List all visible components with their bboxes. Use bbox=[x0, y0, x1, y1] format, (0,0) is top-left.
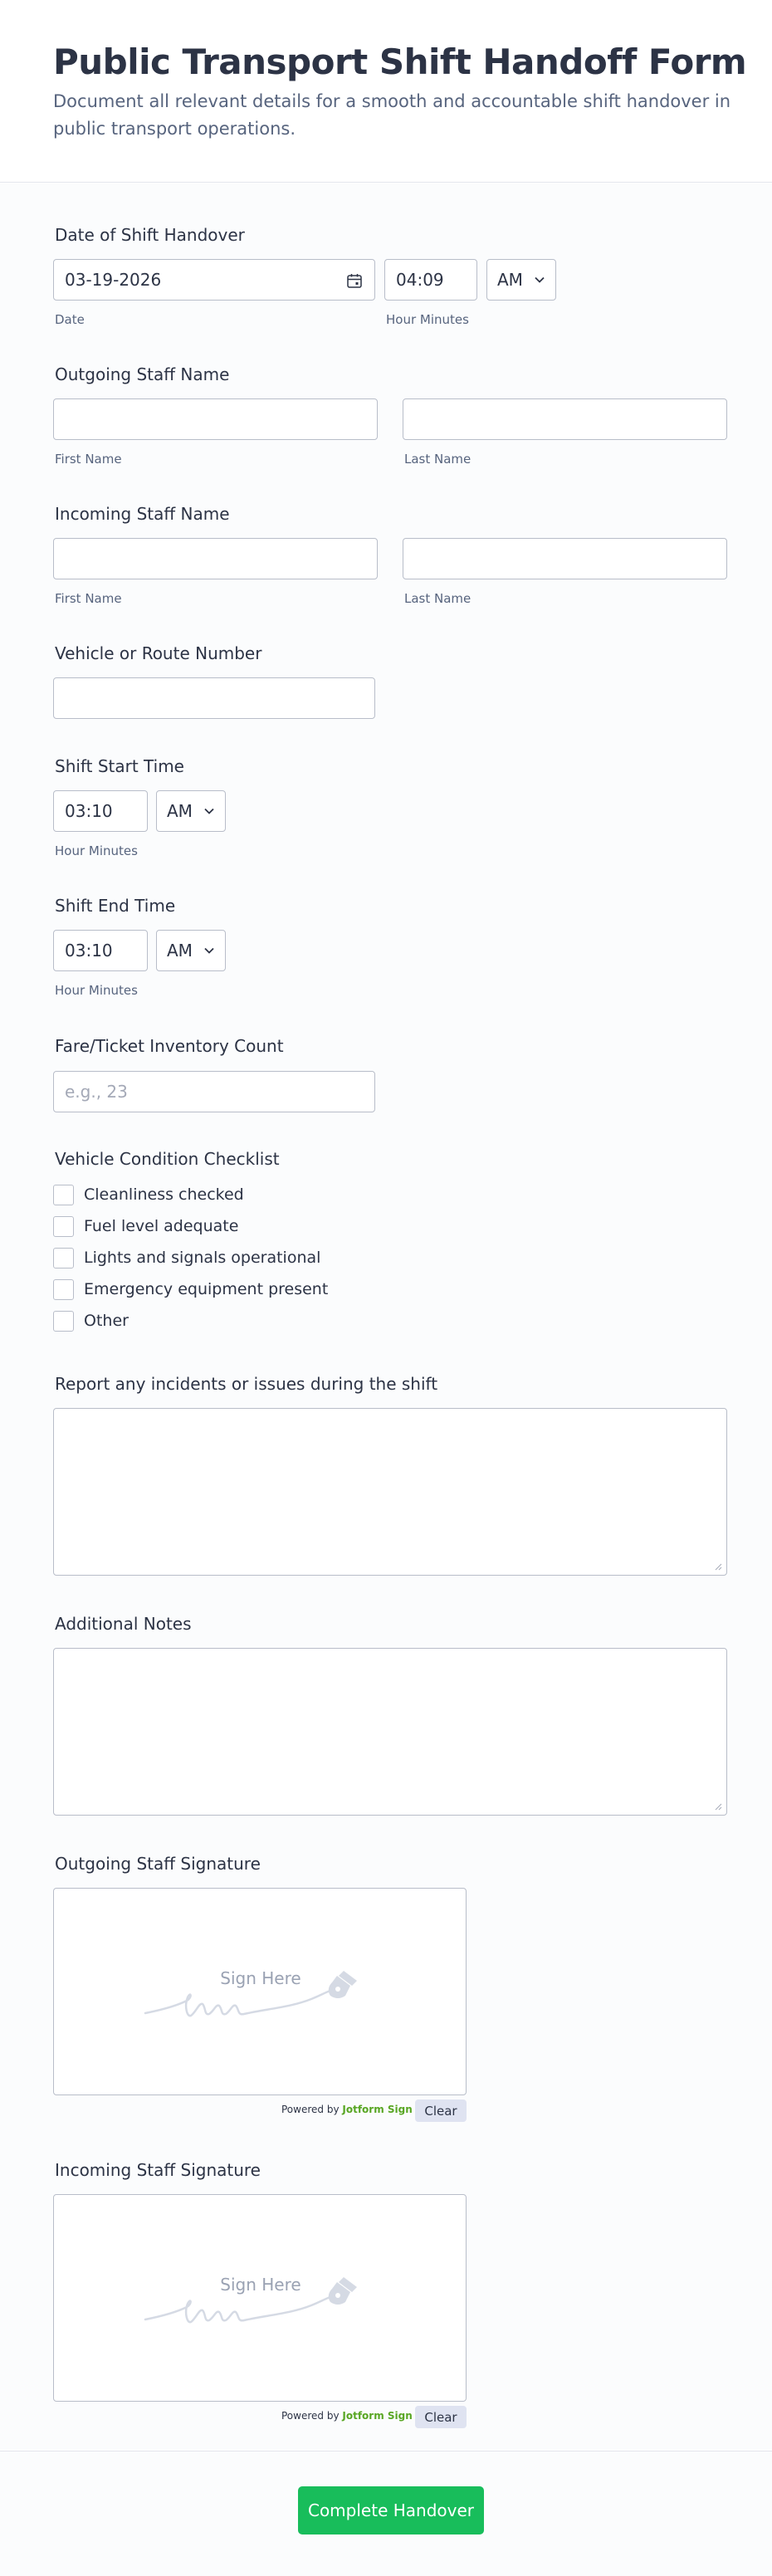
shift-start-label: Shift Start Time bbox=[55, 756, 184, 776]
checkbox-label: Emergency equipment present bbox=[84, 1280, 329, 1298]
incidents-label: Report any incidents or issues during the shift bbox=[55, 1374, 438, 1394]
handover-date-value: 03-19-2026 bbox=[65, 270, 162, 290]
shift-end-time-input[interactable]: 03:10 bbox=[53, 930, 148, 971]
outgoing-last-name-sublabel: Last Name bbox=[404, 452, 472, 467]
incoming-signature-label: Incoming Staff Signature bbox=[55, 2160, 261, 2180]
sign-here-text: Sign Here bbox=[220, 2275, 301, 2295]
checklist-item-emergency[interactable] bbox=[53, 1278, 328, 1301]
chevron-down-icon bbox=[203, 945, 215, 956]
signature-pen-icon bbox=[141, 2274, 382, 2336]
incoming-first-name-sublabel: First Name bbox=[55, 591, 122, 606]
shift-end-ampm-select[interactable] bbox=[156, 930, 226, 971]
handover-date-label: Date of Shift Handover bbox=[55, 225, 245, 245]
time-sublabel: Hour Minutes bbox=[386, 312, 469, 327]
powered-by-label: Powered by bbox=[281, 2104, 340, 2115]
outgoing-last-name-input[interactable] bbox=[403, 398, 727, 440]
vehicle-input[interactable] bbox=[53, 677, 375, 719]
shift-end-ampm-value: AM bbox=[167, 941, 193, 961]
notes-label: Additional Notes bbox=[55, 1614, 192, 1634]
checkbox-label: Lights and signals operational bbox=[84, 1249, 321, 1267]
outgoing-first-name-sublabel: First Name bbox=[55, 452, 122, 467]
incoming-first-name-input[interactable] bbox=[53, 538, 378, 579]
powered-by-text bbox=[281, 2410, 413, 2422]
outgoing-signature-label: Outgoing Staff Signature bbox=[55, 1854, 261, 1874]
chevron-down-icon bbox=[203, 805, 215, 817]
checklist-item-fuel[interactable] bbox=[53, 1215, 238, 1238]
clear-signature-button[interactable]: Clear bbox=[415, 2099, 467, 2122]
checkbox-label: Other bbox=[84, 1312, 129, 1330]
checklist-item-lights[interactable] bbox=[53, 1246, 320, 1269]
shift-start-time-input[interactable]: 03:10 bbox=[53, 790, 148, 832]
inventory-label: Fare/Ticket Inventory Count bbox=[55, 1036, 284, 1056]
clear-signature-button[interactable]: Clear bbox=[415, 2406, 467, 2428]
form-subtitle: Document all relevant details for a smooth and accountable shift handover in public transport operations. bbox=[53, 91, 731, 139]
incoming-last-name-input[interactable] bbox=[403, 538, 727, 579]
form-footer bbox=[0, 2451, 772, 2576]
checkbox-label: Fuel level adequate bbox=[84, 1217, 239, 1235]
shift-start-sublabel: Hour Minutes bbox=[55, 843, 138, 858]
incidents-textarea[interactable] bbox=[53, 1408, 727, 1576]
jotform-sign-link[interactable]: Jotform Sign bbox=[342, 2410, 413, 2422]
signature-pen-icon bbox=[141, 1967, 382, 2030]
sign-here-text: Sign Here bbox=[220, 1968, 301, 1988]
checklist-item-other[interactable] bbox=[53, 1309, 129, 1332]
chevron-down-icon bbox=[534, 274, 545, 286]
handover-date-input[interactable] bbox=[53, 259, 375, 301]
checkbox[interactable] bbox=[53, 1185, 74, 1205]
handover-ampm-value: AM bbox=[497, 270, 523, 290]
checkbox[interactable] bbox=[53, 1311, 74, 1332]
checkbox-label: Cleanliness checked bbox=[84, 1185, 244, 1204]
checkbox[interactable] bbox=[53, 1279, 74, 1300]
inventory-input[interactable]: e.g., 23 bbox=[53, 1071, 375, 1112]
incoming-last-name-sublabel: Last Name bbox=[404, 591, 472, 606]
jotform-sign-link[interactable]: Jotform Sign bbox=[342, 2104, 413, 2115]
checklist-item-cleanliness[interactable] bbox=[53, 1183, 244, 1206]
shift-end-sublabel: Hour Minutes bbox=[55, 983, 138, 998]
outgoing-first-name-input[interactable] bbox=[53, 398, 378, 440]
resize-handle-icon[interactable] bbox=[714, 1802, 722, 1811]
complete-handover-button[interactable]: Complete Handover bbox=[298, 2486, 484, 2534]
shift-start-ampm-select[interactable] bbox=[156, 790, 226, 832]
vehicle-label: Vehicle or Route Number bbox=[55, 643, 262, 663]
shift-end-label: Shift End Time bbox=[55, 896, 176, 916]
powered-by-text bbox=[281, 2104, 413, 2115]
resize-handle-icon[interactable] bbox=[714, 1562, 722, 1571]
form-title: Public Transport Shift Handoff Form bbox=[53, 42, 747, 82]
powered-by-label: Powered by bbox=[281, 2410, 340, 2422]
outgoing-staff-label: Outgoing Staff Name bbox=[55, 364, 230, 384]
form-header bbox=[0, 0, 772, 183]
incoming-staff-label: Incoming Staff Name bbox=[55, 504, 230, 524]
incoming-signature-pad[interactable] bbox=[53, 2194, 467, 2402]
outgoing-signature-pad[interactable] bbox=[53, 1888, 467, 2095]
notes-textarea[interactable] bbox=[53, 1648, 727, 1816]
date-sublabel: Date bbox=[55, 312, 85, 327]
calendar-icon[interactable] bbox=[346, 272, 363, 289]
shift-start-ampm-value: AM bbox=[167, 801, 193, 821]
checkbox[interactable] bbox=[53, 1216, 74, 1237]
checkbox[interactable] bbox=[53, 1248, 74, 1268]
handover-ampm-select[interactable] bbox=[486, 259, 556, 301]
checklist-label: Vehicle Condition Checklist bbox=[55, 1149, 280, 1169]
handover-time-input[interactable]: 04:09 bbox=[384, 259, 477, 301]
